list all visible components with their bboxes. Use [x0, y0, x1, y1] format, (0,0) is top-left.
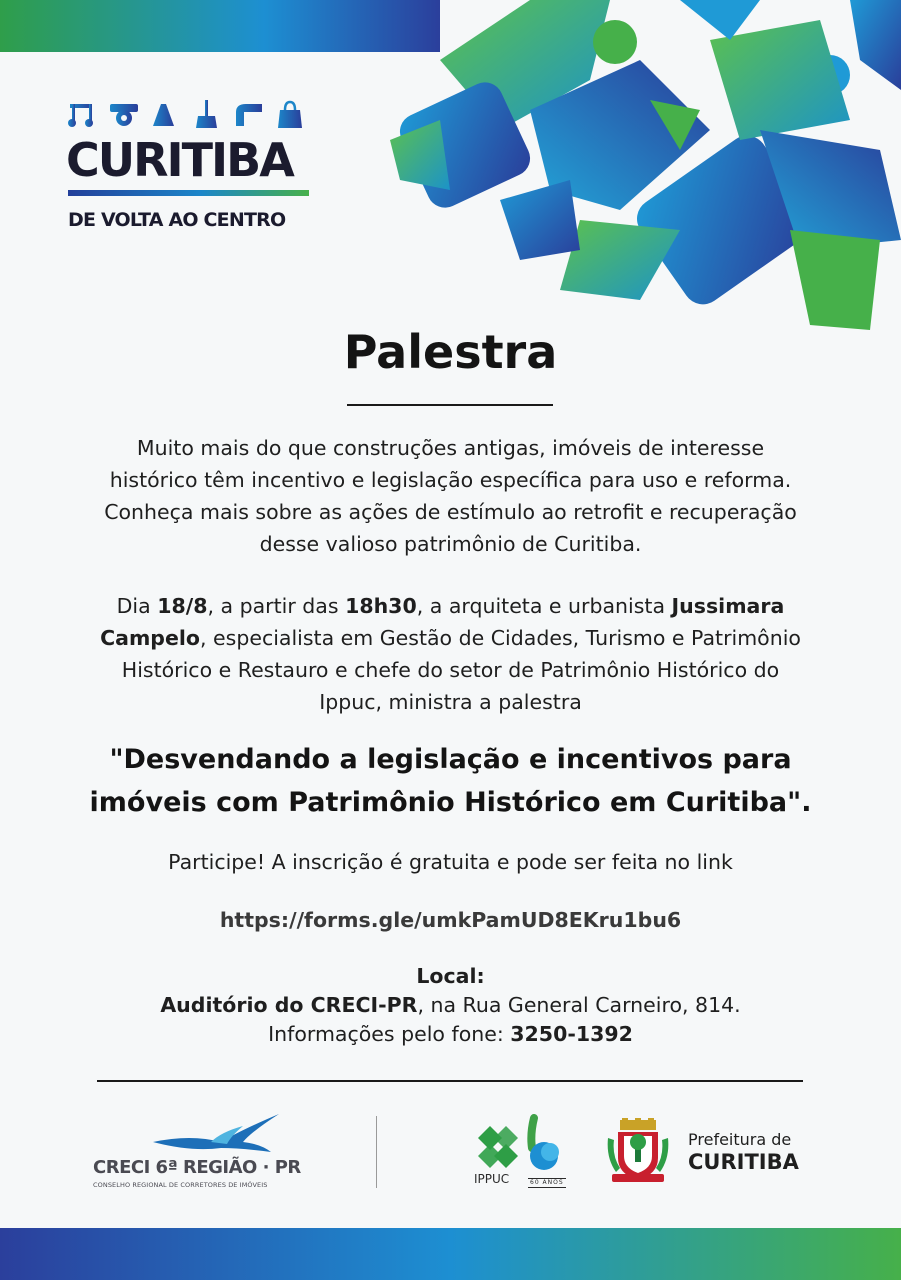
prefeitura-logo [688, 1130, 828, 1174]
info-prefix: Informações pelo fone: [268, 1022, 511, 1046]
location-block [60, 962, 841, 1049]
location-label: Local: [416, 964, 485, 988]
location-address: , na Rua General Carneiro, 814. [417, 993, 741, 1017]
cta-text: Participe! A inscrição é gratuita e pode ser feita no link [168, 850, 733, 874]
logo-subtitle: DE VOLTA AO CENTRO [68, 209, 286, 231]
page-title: Palestra [343, 325, 558, 379]
creci-name: CRECI 6ª REGIÃO · PR [93, 1157, 301, 1178]
logo-icons [66, 100, 306, 130]
speaker-name: Jussimara Campelo [100, 594, 785, 650]
registration-link[interactable]: https://forms.gle/umkPamUD8EKru1bu6 [219, 908, 682, 932]
curitiba-coat-of-arms-icon [604, 1118, 672, 1186]
top-gradient-bar [0, 0, 440, 52]
mailbox-icon [236, 104, 262, 126]
creci-logo [93, 1112, 363, 1192]
cone-icon [153, 104, 174, 126]
footer-vertical-divider [376, 1116, 377, 1188]
title-divider [347, 404, 553, 406]
event-date: 18/8 [157, 594, 208, 618]
hummingbird-icon [151, 1112, 281, 1158]
bottom-gradient-bar [0, 1228, 901, 1280]
intro-paragraph: Muito mais do que construções antigas, imóveis de interesse histórico têm incentivo e legislação específica para uso e reforma. Conheça mais sobre as ações de estímulo ao retrofit e recuperação desse valioso patrimônio de Curitiba. [104, 436, 797, 556]
curitiba-logo [66, 100, 316, 235]
ippuc-emblem-icon [472, 1114, 582, 1174]
event-time: 18h30 [345, 594, 417, 618]
creci-subtitle: CONSELHO REGIONAL DE CORRETORES DE IMÓVEIS [93, 1181, 268, 1189]
shopping-bag-icon [278, 102, 302, 128]
ippuc-logo [472, 1114, 582, 1194]
logo-title: CURITIBA [66, 133, 293, 187]
talk-title: "Desvendando a legislação e incentivos para imóveis com Patrimônio Histórico em Curitiba". [89, 744, 812, 818]
event-paragraph: Dia 18/8, a partir das 18h30, a arquiteta e urbanista Jussimara Campelo, especialista em Gestão de Cidades, Turismo e Patrimônio Histórico e Restauro e chefe do setor de Patrimônio Histórico do Ippuc, ministra a palestra [100, 594, 801, 714]
logo-gradient-rule [68, 190, 309, 196]
music-note-icon [68, 104, 93, 127]
prefeitura-label: Prefeitura de [688, 1130, 792, 1149]
broom-icon [196, 100, 217, 128]
ippuc-years: 60 ANOS [530, 1179, 564, 1186]
phone-number: 3250-1392 [510, 1022, 633, 1046]
camera-icon [110, 104, 138, 126]
footer-divider [97, 1080, 803, 1082]
prefeitura-city: CURITIBA [688, 1150, 799, 1174]
ippuc-label: IPPUC [474, 1172, 510, 1186]
location-venue: Auditório do CRECI-PR [160, 993, 418, 1017]
decorative-shapes [380, 0, 901, 330]
